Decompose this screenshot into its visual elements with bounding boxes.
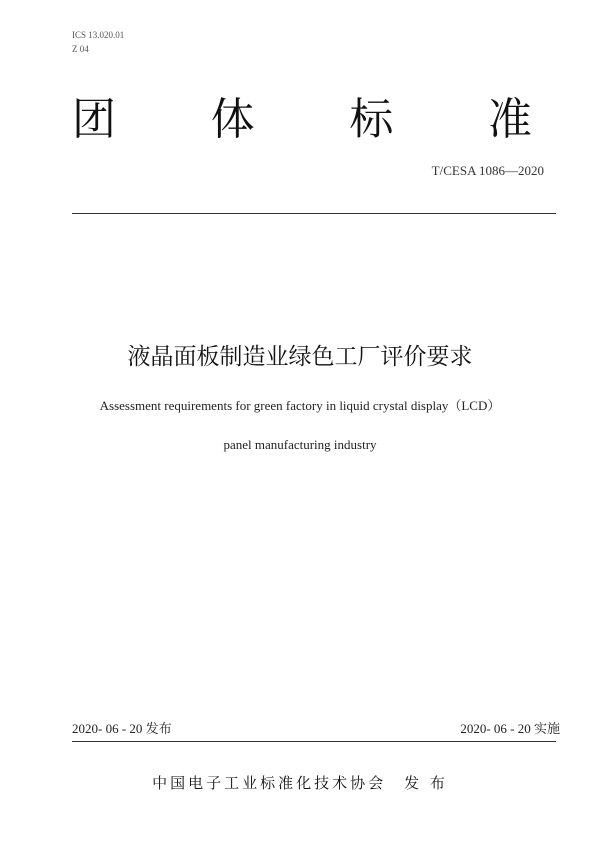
implementation-date: 2020- 06 - 20 实施 — [460, 721, 560, 736]
standard-number: T/CESA 1086—2020 — [431, 163, 544, 178]
publisher-verb: 发 布 — [404, 774, 448, 792]
standard-type-char: 标 — [349, 94, 394, 145]
publisher-name: 中国电子工业标准化技术协会 — [152, 774, 387, 792]
top-divider — [72, 213, 556, 214]
issue-date: 2020- 06 - 20 发布 — [72, 721, 172, 736]
standard-type-heading — [72, 90, 532, 150]
bottom-divider — [72, 741, 556, 742]
ccs-code: Z 04 — [72, 44, 89, 54]
standard-type-char: 体 — [210, 94, 255, 145]
ics-code: ICS 13.020.01 — [72, 30, 125, 40]
document-title-en-line1: Assessment requirements for green factory in liquid crystal display（LCD） — [99, 398, 501, 413]
publisher-line — [0, 773, 600, 793]
document-title-en-line2: panel manufacturing industry — [223, 437, 377, 452]
document-title-zh: 液晶面板制造业绿色工厂评价要求 — [127, 344, 473, 370]
standard-type-char: 准 — [487, 94, 532, 145]
standard-type-char: 团 — [72, 94, 116, 145]
